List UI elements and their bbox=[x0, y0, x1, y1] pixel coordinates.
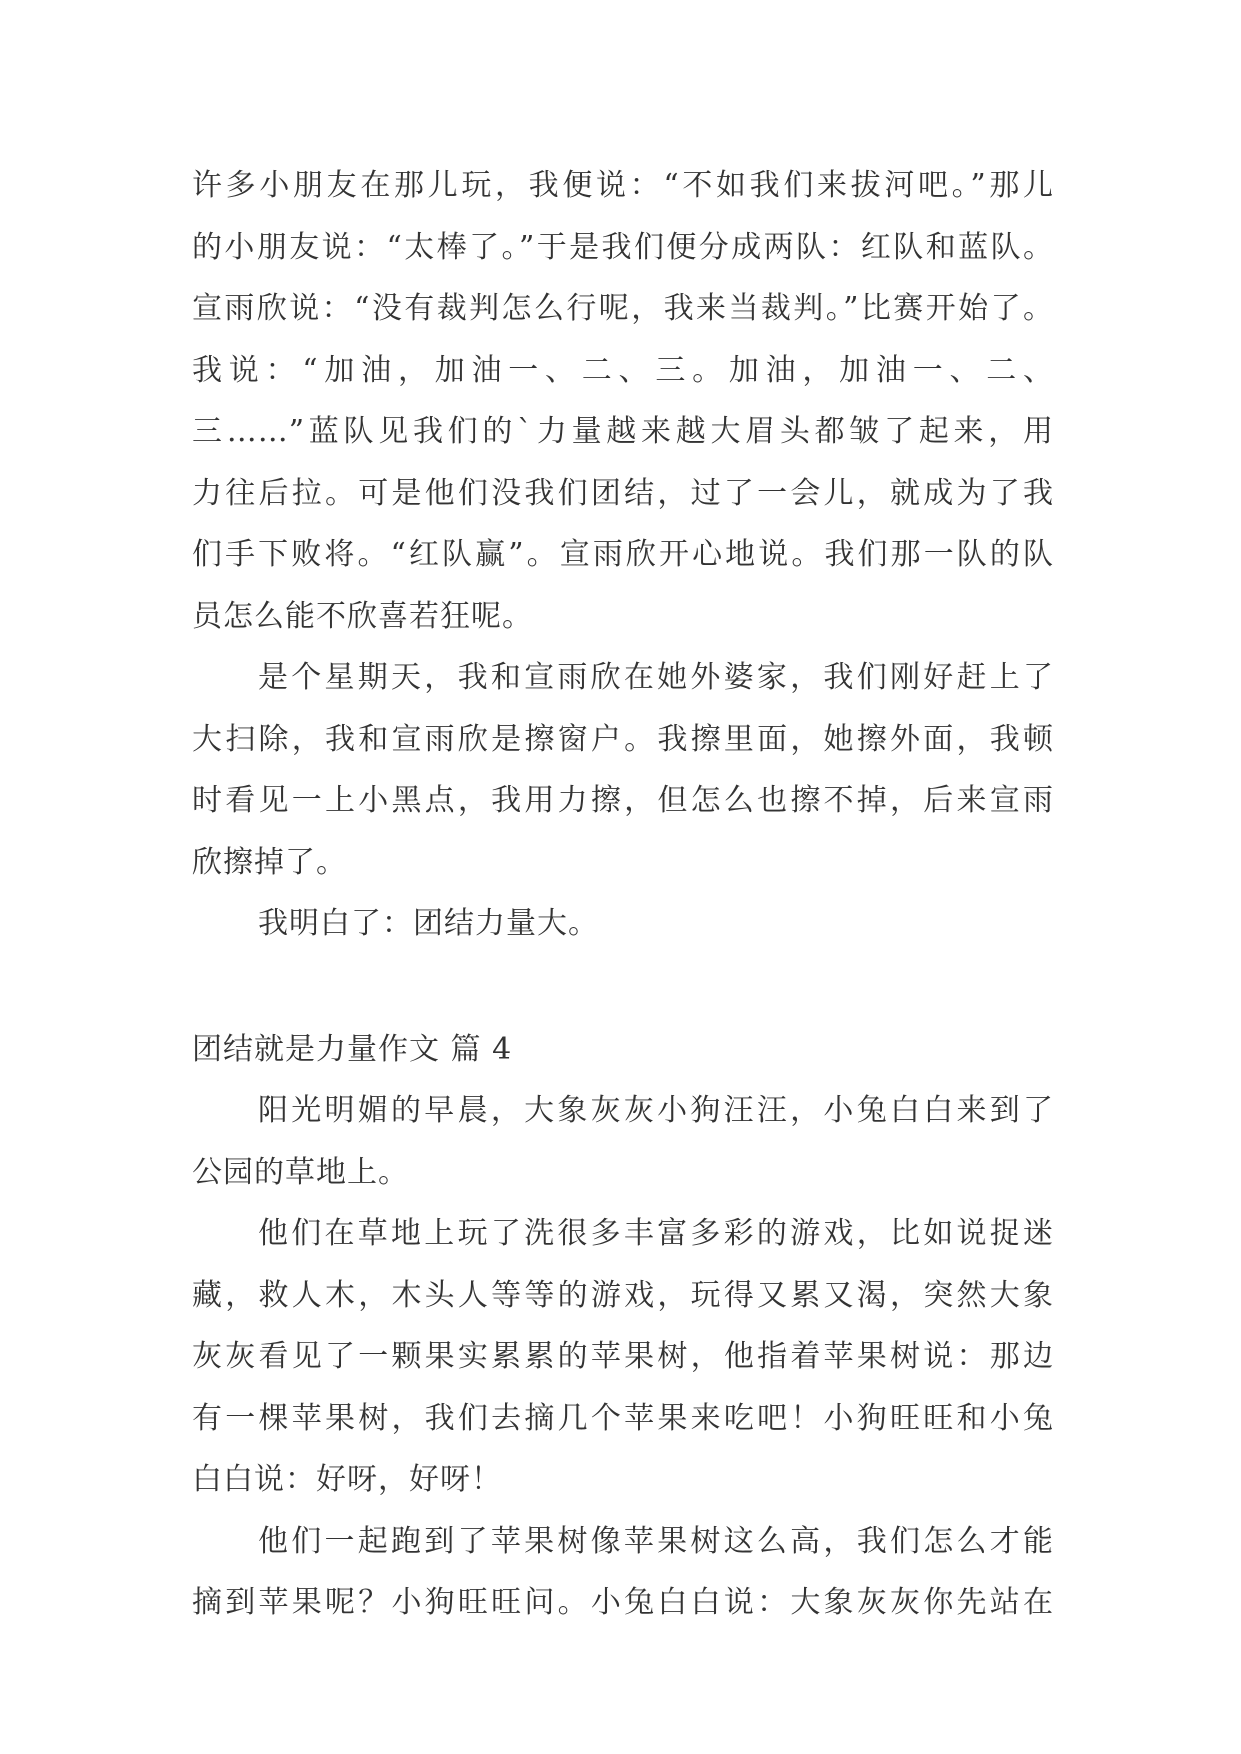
text-line: 摘到苹果呢？小狗旺旺问。小兔白白说：大象灰灰你先站在 bbox=[192, 1585, 1054, 1620]
text-line: 白白说：好呀，好呀！ bbox=[192, 1462, 502, 1497]
text-line: 灰灰看见了一颗果实累累的苹果树，他指着苹果树说：那边 bbox=[192, 1339, 1054, 1374]
text-line: 们手下败将。“红队赢”。宣雨欣开心地说。我们那一队的队 bbox=[192, 537, 1054, 572]
text-line: 大扫除，我和宣雨欣是擦窗户。我擦里面，她擦外面，我顿 bbox=[192, 721, 1054, 757]
text-line: 公园的草地上。 bbox=[192, 1154, 409, 1190]
text-line: 阳光明媚的早晨，大象灰灰小狗汪汪，小兔白白来到了 bbox=[258, 1093, 1054, 1128]
section-gap bbox=[192, 955, 1054, 1019]
text-line: 他们在草地上玩了洗很多丰富多彩的游戏，比如说捉迷 bbox=[258, 1216, 1054, 1251]
text-line: 许多小朋友在那儿玩，我便说：“不如我们来拔河吧。”那儿 bbox=[192, 168, 1054, 203]
text-line: 时看见一上小黑点，我用力擦，但怎么也擦不掉，后来宣雨 bbox=[192, 783, 1054, 818]
text-line: 是个星期天，我和宣雨欣在她外婆家，我们刚好赶上了 bbox=[258, 660, 1054, 695]
text-line: 我明白了：团结力量大。 bbox=[258, 906, 599, 941]
paragraph-apple-tree bbox=[192, 1511, 1054, 1634]
text-line: 欣擦掉了。 bbox=[192, 844, 347, 880]
paragraph-morning bbox=[192, 1080, 1054, 1203]
text-line: 三……”蓝队见我们的`力量越来越大眉头都皱了起来，用 bbox=[192, 414, 1054, 449]
text-line: 藏，救人木，木头人等等的游戏，玩得又累又渴，突然大象 bbox=[192, 1277, 1054, 1313]
text-line: 有一棵苹果树，我们去摘几个苹果来吃吧！小狗旺旺和小兔 bbox=[192, 1400, 1054, 1436]
text-line: 我说：“加油，加油一、二、三。加油，加油一、二、 bbox=[192, 352, 1054, 388]
paragraph-conclusion bbox=[192, 893, 1054, 955]
text-line: 力往后拉。可是他们没我们团结，过了一会儿，就成为了我 bbox=[192, 475, 1054, 511]
section-heading: 团结就是力量作文 篇 4 bbox=[192, 1031, 513, 1067]
text-line: 他们一起跑到了苹果树像苹果树这么高，我们怎么才能 bbox=[258, 1523, 1054, 1559]
text-line: 员怎么能不欣喜若狂呢。 bbox=[192, 598, 533, 634]
paragraph-tug-of-war bbox=[192, 155, 1054, 647]
paragraph-cleaning bbox=[192, 647, 1054, 893]
document-page bbox=[192, 155, 1054, 1634]
text-line: 的小朋友说：“太棒了。”于是我们便分成两队：红队和蓝队。 bbox=[192, 229, 1054, 265]
paragraph-games bbox=[192, 1203, 1054, 1511]
text-line: 宣雨欣说：“没有裁判怎么行呢，我来当裁判。”比赛开始了。 bbox=[192, 291, 1054, 326]
